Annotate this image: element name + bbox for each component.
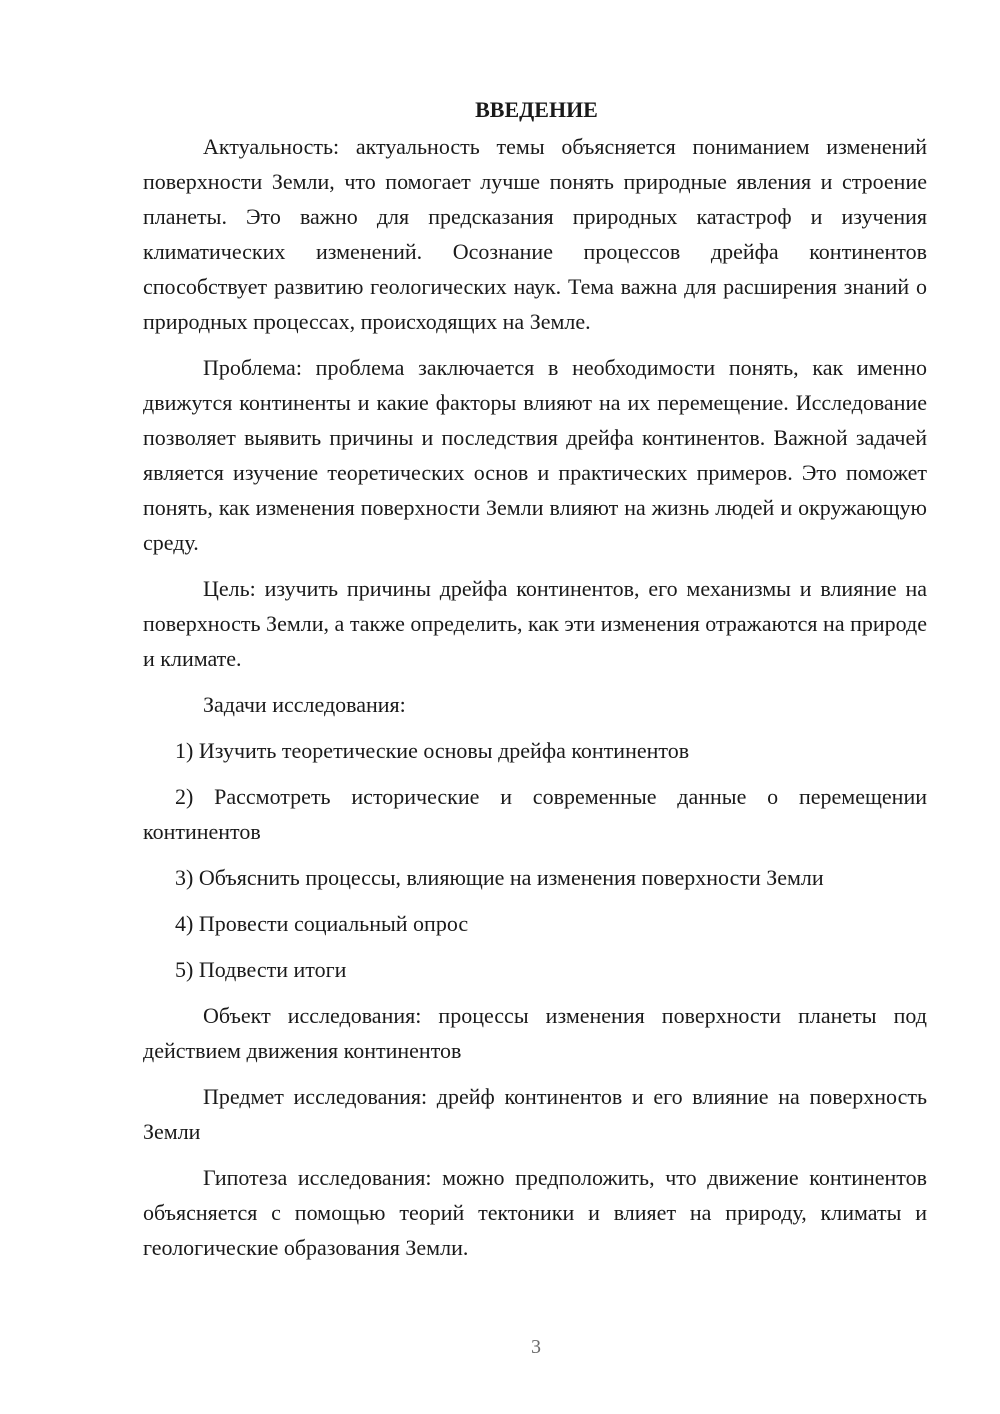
paragraph-relevance: Актуальность: актуальность темы объясняется пониманием изменений поверхности Земли, что помогает лучше понять природные явления и строение планеты. Это важно для предсказания природных катастроф и изучения климатических изменений. Осознание процессов дрейфа континентов способствует развитию геологических наук. Тема важна для расширения знаний о природных процессах, происходящих на Земле. xyxy=(143,134,927,334)
page-content xyxy=(143,92,927,1276)
task-item-1: 1) Изучить теоретические основы дрейфа континентов xyxy=(175,738,690,763)
paragraph-problem: Проблема: проблема заключается в необходимости понять, как именно движутся континенты и какие факторы влияют на их перемещение. Исследование позволяет выявить причины и последствия дрейфа континентов. Важной задачей является изучение теоретических основ и практических примеров. Это поможет понять, как изменения поверхности Земли влияют на жизнь людей и окружающую среду. xyxy=(143,355,927,555)
paragraph-goal: Цель: изучить причины дрейфа континентов, его механизмы и влияние на поверхность Земли, а также определить, как эти изменения отражаются на природе и климате. xyxy=(143,576,927,671)
task-item-3: 3) Объяснить процессы, влияющие на изменения поверхности Земли xyxy=(175,865,824,890)
task-item-4: 4) Провести социальный опрос xyxy=(175,911,469,936)
task-item-2: 2) Рассмотреть исторические и современные данные о перемещении континентов xyxy=(143,784,927,844)
paragraph-tasks-heading: Задачи исследования: xyxy=(203,692,406,717)
paragraph-subject: Предмет исследования: дрейф континентов и его влияние на поверхность Земли xyxy=(143,1084,927,1144)
task-item-5: 5) Подвести итоги xyxy=(175,957,347,982)
paragraph-object: Объект исследования: процессы изменения поверхности планеты под действием движения континентов xyxy=(143,1003,927,1063)
page-title: ВВЕДЕНИЕ xyxy=(475,97,598,122)
paragraph-hypothesis: Гипотеза исследования: можно предположить, что движение континентов объясняется с помощью теорий тектоники и влияет на природу, климаты и геологические образования Земли. xyxy=(143,1165,927,1260)
page-number: 3 xyxy=(531,1336,541,1358)
